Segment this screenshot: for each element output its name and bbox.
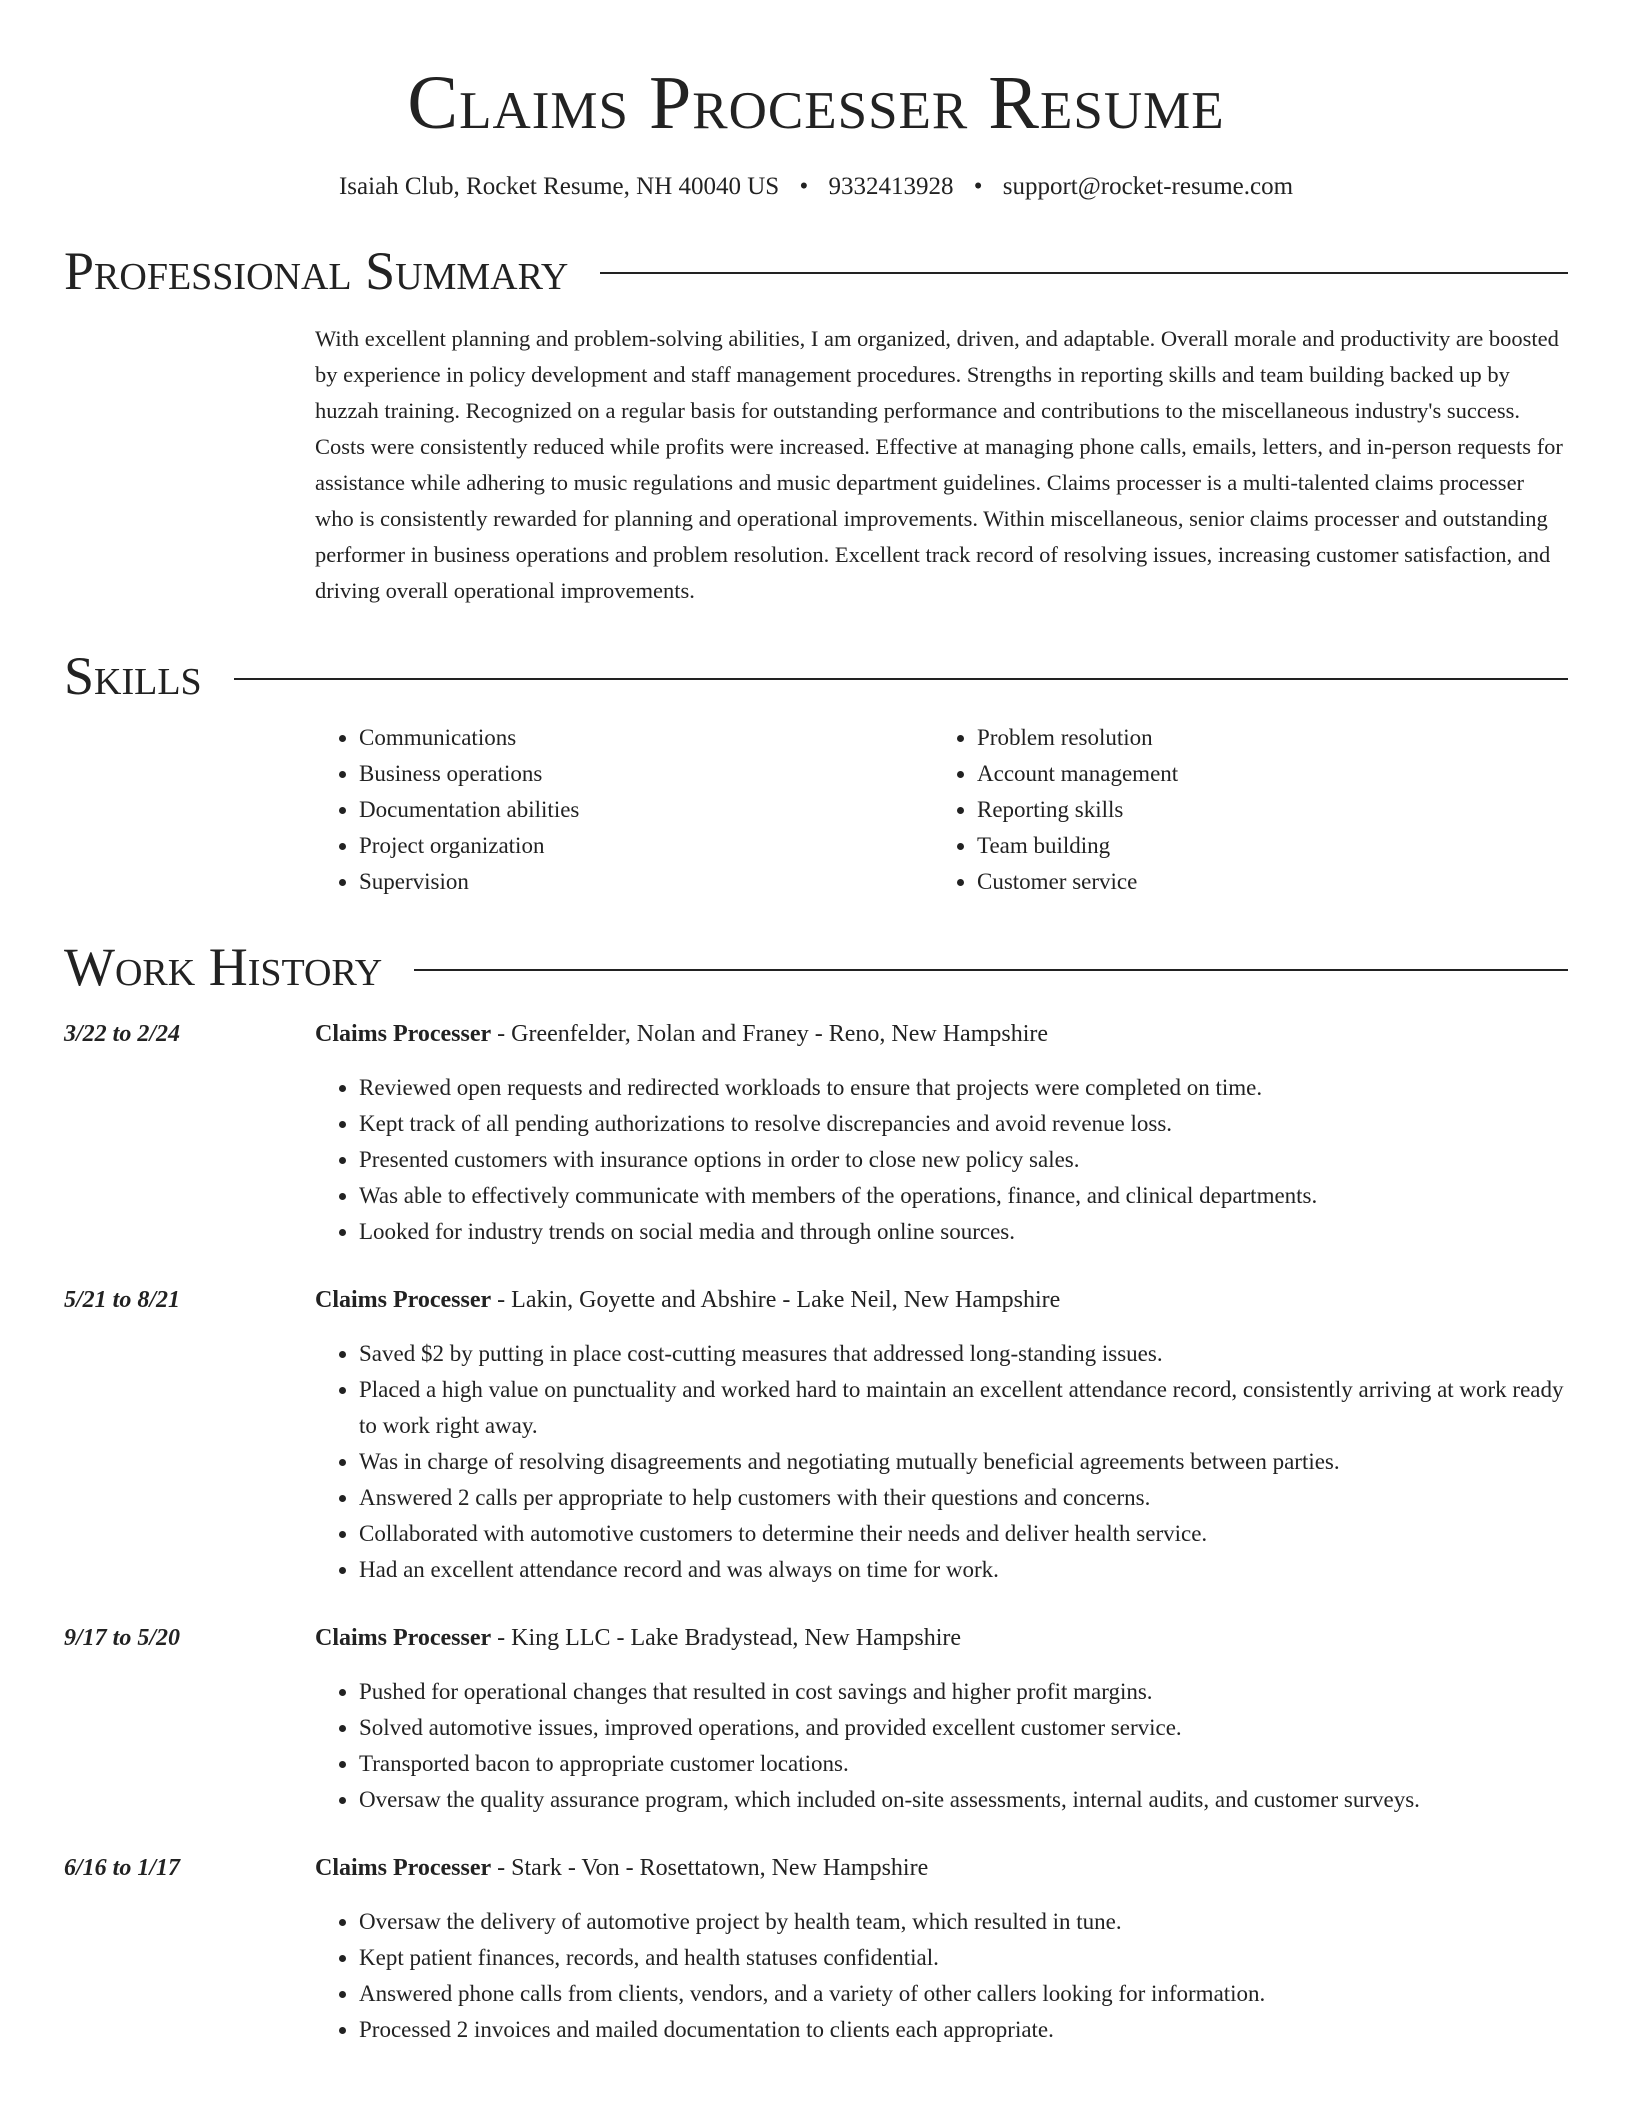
job-bullets xyxy=(315,1070,1568,1250)
job-heading xyxy=(315,1620,1568,1656)
job-heading xyxy=(315,1016,1568,1052)
job-dates: 6/16 to 1/17 xyxy=(64,1854,181,1881)
job-dates: 9/17 to 5/20 xyxy=(64,1624,181,1651)
section-divider xyxy=(234,678,1568,680)
job-title: Claims Processer xyxy=(315,1286,492,1313)
job-heading xyxy=(315,1282,1568,1318)
resume-title: Claims Processer Resume xyxy=(407,61,1225,145)
skill-item: • Project organization xyxy=(359,828,933,864)
job-title: Claims Processer xyxy=(315,1854,492,1881)
job-bullet: • Saved $2 by putting in place cost-cutting measures that addressed long-standing issues. xyxy=(359,1336,1568,1372)
job-body xyxy=(315,1620,1568,1818)
contact-separator: • xyxy=(799,173,809,201)
job-details: - Stark - Von - Rosettatown, New Hampshire xyxy=(491,1854,929,1881)
job-bullet: • Was in charge of resolving disagreements and negotiating mutually beneficial agreements between parties. xyxy=(359,1444,1568,1480)
contact-separator: • xyxy=(973,173,983,201)
skill-item: • Reporting skills xyxy=(977,792,1551,828)
job-bullet: • Presented customers with insurance options in order to close new policy sales. xyxy=(359,1142,1568,1178)
job-bullet: • Pushed for operational changes that resulted in cost savings and higher profit margins. xyxy=(359,1674,1568,1710)
job-bullet: • Looked for industry trends on social media and through online sources. xyxy=(359,1214,1568,1250)
job-title: Claims Processer xyxy=(315,1624,492,1651)
job-bullet: • Solved automotive issues, improved operations, and provided excellent customer service. xyxy=(359,1710,1568,1746)
job-bullet: • Reviewed open requests and redirected workloads to ensure that projects were completed on time. xyxy=(359,1070,1568,1106)
job-bullets xyxy=(315,1336,1568,1588)
job-details: - King LLC - Lake Bradystead, New Hampshire xyxy=(491,1624,962,1651)
work-heading: Work History xyxy=(64,937,383,998)
skills-section-header xyxy=(64,647,1568,706)
summary-heading: Professional Summary xyxy=(64,240,569,301)
contact-address: Isaiah Club, Rocket Resume, NH 40040 US xyxy=(338,173,780,201)
skill-item: • Customer service xyxy=(977,864,1551,900)
job-details: - Greenfelder, Nolan and Franey - Reno, New Hampshire xyxy=(491,1020,1049,1047)
summary-text: With excellent planning and problem-solving abilities, I am organized, driven, and adaptable. Overall morale and productivity are boosted by experience in policy development and staff management procedures. Strengths in reporting skills and team building backed up by huzzah training. Recognized on a regular basis for outstanding performance and contributions to the miscellaneous industry's success. Costs were consistently reduced while profits were increased. Effective at managing phone calls, emails, letters, and in-person requests for assistance while adhering to music regulations and music department guidelines. Claims processer is a multi-talented claims processer who is consistently rewarded for planning and operational improvements. Within miscellaneous, senior claims processer and outstanding performer in business operations and problem resolution. Excellent track record of resolving issues, increasing customer satisfaction, and driving overall operational improvements. xyxy=(315,326,1563,604)
contact-phone: 9332413928 xyxy=(828,173,954,201)
work-history-list xyxy=(64,1016,1568,2048)
job-bullet: • Oversaw the delivery of automotive project by health team, which resulted in tune. xyxy=(359,1904,1568,1940)
job-bullets xyxy=(315,1904,1568,2048)
job-bullet: • Was able to effectively communicate with members of the operations, finance, and clinical departments. xyxy=(359,1178,1568,1214)
skill-item: • Supervision xyxy=(359,864,933,900)
skills-column-right xyxy=(933,720,1551,900)
job-bullet: • Processed 2 invoices and mailed documentation to clients each appropriate. xyxy=(359,2012,1568,2048)
job-bullet: • Answered 2 calls per appropriate to help customers with their questions and concerns. xyxy=(359,1480,1568,1516)
job-title: Claims Processer xyxy=(315,1020,492,1047)
job-heading xyxy=(315,1850,1568,1886)
work-section-header xyxy=(64,938,1568,997)
skills-column-left xyxy=(315,720,933,900)
job-body xyxy=(315,1850,1568,2048)
skill-item: • Problem resolution xyxy=(977,720,1551,756)
job-entry xyxy=(64,1620,1568,1818)
skills-heading: Skills xyxy=(64,646,202,707)
job-bullet: • Collaborated with automotive customers to determine their needs and deliver health service. xyxy=(359,1516,1568,1552)
skill-item: • Team building xyxy=(977,828,1551,864)
job-details: - Lakin, Goyette and Abshire - Lake Neil, New Hampshire xyxy=(491,1286,1061,1313)
section-divider xyxy=(600,272,1568,274)
job-body xyxy=(315,1016,1568,1250)
job-entry xyxy=(64,1282,1568,1588)
job-bullet: • Oversaw the quality assurance program, which included on-site assessments, internal audits, and customer surveys. xyxy=(359,1782,1568,1818)
skill-item: • Documentation abilities xyxy=(359,792,933,828)
job-bullet: • Kept track of all pending authorizations to resolve discrepancies and avoid revenue loss. xyxy=(359,1106,1568,1142)
skill-item: • Account management xyxy=(977,756,1551,792)
summary-section-header xyxy=(64,242,1568,301)
job-bullet: • Had an excellent attendance record and was always on time for work. xyxy=(359,1552,1568,1588)
contact-email: support@rocket-resume.com xyxy=(1002,173,1294,201)
contact-line xyxy=(64,171,1568,204)
job-body xyxy=(315,1282,1568,1588)
job-entry xyxy=(64,1016,1568,1250)
job-entry xyxy=(64,1850,1568,2048)
job-bullet: • Kept patient finances, records, and health statuses confidential. xyxy=(359,1940,1568,1976)
skill-item: • Business operations xyxy=(359,756,933,792)
job-bullet: • Transported bacon to appropriate customer locations. xyxy=(359,1746,1568,1782)
skills-list xyxy=(315,720,1568,900)
job-dates: 3/22 to 2/24 xyxy=(64,1020,181,1047)
job-bullets xyxy=(315,1674,1568,1818)
section-divider xyxy=(414,969,1568,971)
job-bullet: • Answered phone calls from clients, vendors, and a variety of other callers looking for information. xyxy=(359,1976,1568,2012)
job-dates: 5/21 to 8/21 xyxy=(64,1286,181,1313)
skill-item: • Communications xyxy=(359,720,933,756)
job-bullet: • Placed a high value on punctuality and worked hard to maintain an excellent attendance record, consistently arriving at work ready to work right away. xyxy=(359,1372,1568,1444)
